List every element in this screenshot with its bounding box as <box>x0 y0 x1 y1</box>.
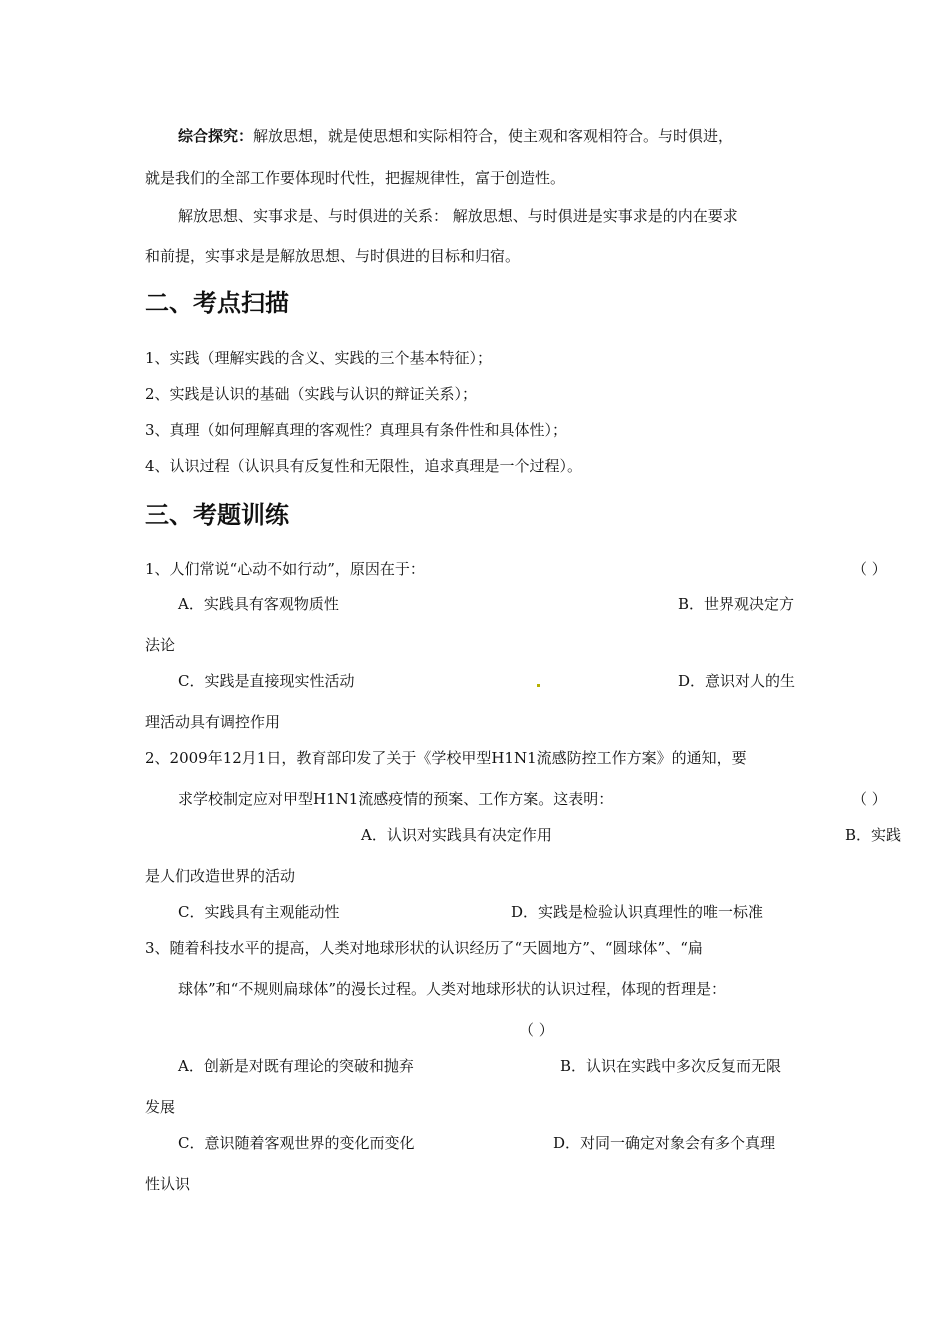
stray-mark <box>537 684 540 687</box>
q1-option-d-cont: 理活动具有调控作用 <box>145 713 281 731</box>
q3-answer-paren: （ ） <box>519 1021 554 1039</box>
q2-option-a: A．认识对实践具有决定作用 <box>361 826 552 844</box>
section-2-heading: 二、考点扫描 <box>145 289 289 317</box>
q2-option-d: D．实践是检验认识真理性的唯一标准 <box>511 903 764 921</box>
q1-option-c: C．实践是直接现实性活动 <box>178 672 355 690</box>
q2-option-c: C．实践具有主观能动性 <box>178 903 340 921</box>
scan-item-3: 3、真理（如何理解真理的客观性？真理具有条件性和具体性）； <box>145 421 568 439</box>
q1-stem: 1、人们常说“心动不如行动”，原因在于： <box>145 560 425 578</box>
section-3-heading: 三、考题训练 <box>145 501 289 529</box>
q3-option-b: B．认识在实践中多次反复而无限 <box>560 1057 782 1075</box>
q3-stem-2: 球体”和“不规则扁球体”的漫长过程。人类对地球形状的认识过程，体现的哲理是： <box>178 980 727 998</box>
q1-answer-paren: （ ） <box>852 560 887 578</box>
q1-option-b: B．世界观决定方 <box>678 595 795 613</box>
scan-item-1: 1、实践（理解实践的含义、实践的三个基本特征）； <box>145 349 493 367</box>
intro-label: 综合探究： <box>178 127 254 145</box>
q2-option-b: B．实践 <box>845 826 902 844</box>
q2-answer-paren: （ ） <box>852 790 887 808</box>
q3-option-b-cont: 发展 <box>145 1098 176 1116</box>
q3-option-a: A．创新是对既有理论的突破和抛弃 <box>178 1057 414 1075</box>
q3-option-d: D．对同一确定对象会有多个真理 <box>553 1134 776 1152</box>
intro-line-3: 解放思想、实事求是、与时俱进的关系： 解放思想、与时俱进是实事求是的内在要求 <box>178 207 738 225</box>
q2-option-b-cont: 是人们改造世界的活动 <box>145 867 296 885</box>
q3-option-d-cont: 性认识 <box>145 1175 191 1193</box>
intro-line-1 <box>178 126 733 146</box>
q2-stem-1: 2、2009年12月1日，教育部印发了关于《学校甲型H1N1流感防控工作方案》的通知，要 <box>145 749 747 767</box>
intro-line-2: 就是我们的全部工作要体现时代性，把握规律性，富于创造性。 <box>145 169 566 187</box>
intro-line-4: 和前提，实事求是是解放思想、与时俱进的目标和归宿。 <box>145 247 521 265</box>
intro-text-1: 解放思想，就是使思想和实际相符合，使主观和客观相符合。与时俱进， <box>253 127 734 145</box>
q3-option-c: C．意识随着客观世界的变化而变化 <box>178 1134 415 1152</box>
scan-item-2: 2、实践是认识的基础（实践与认识的辩证关系）； <box>145 385 478 403</box>
q1-option-a: A．实践具有客观物质性 <box>178 595 339 613</box>
q1-option-b-cont: 法论 <box>145 636 176 654</box>
q3-stem-1: 3、随着科技水平的提高，人类对地球形状的认识经历了“天圆地方”、“圆球体”、“扁 <box>145 939 703 957</box>
q1-option-d: D．意识对人的生 <box>678 672 796 690</box>
scan-item-4: 4、认识过程（认识具有反复性和无限性，追求真理是一个过程）。 <box>145 457 583 475</box>
q2-stem-2: 求学校制定应对甲型H1N1流感疫情的预案、工作方案。这表明： <box>178 790 614 808</box>
